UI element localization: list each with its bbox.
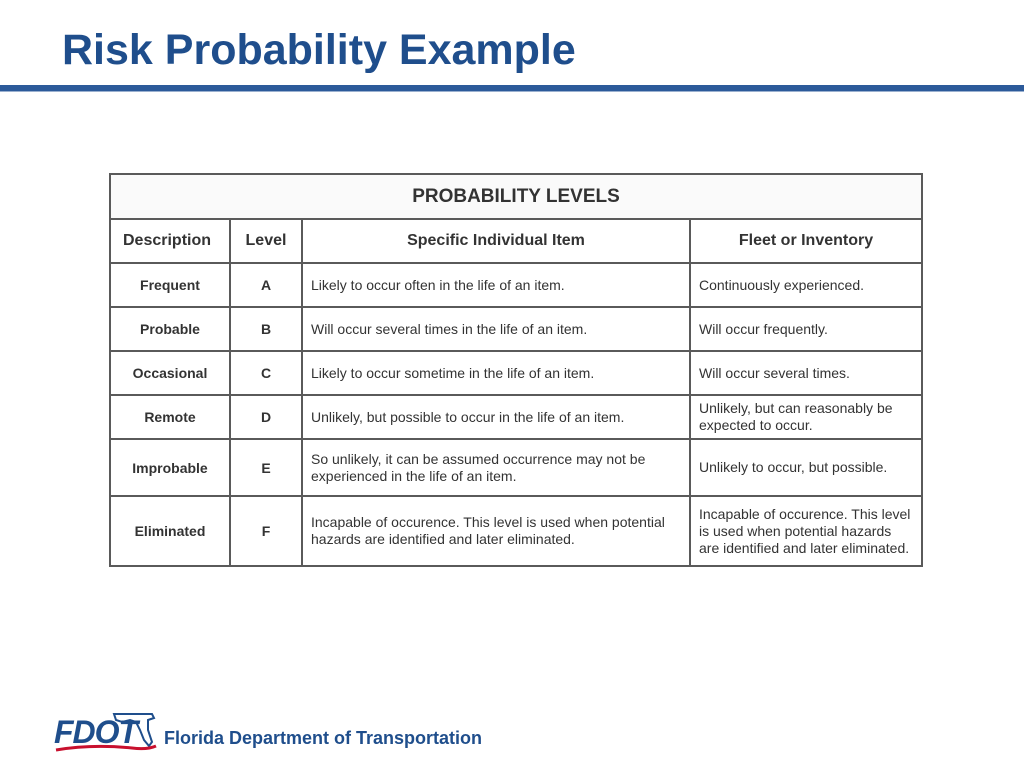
cell-description: Remote xyxy=(110,395,230,439)
cell-description: Occasional xyxy=(110,351,230,395)
cell-specific-item: So unlikely, it can be assumed occurrence may not be experienced in the life of an item. xyxy=(302,439,690,496)
header-specific-item: Specific Individual Item xyxy=(302,219,690,263)
cell-specific-item: Incapable of occurence. This level is used when potential hazards are identified and later eliminated. xyxy=(302,496,690,566)
table-row xyxy=(110,263,922,307)
cell-level: E xyxy=(230,439,302,496)
table-header-row xyxy=(110,219,922,263)
cell-specific-item: Likely to occur often in the life of an item. xyxy=(302,263,690,307)
title-divider xyxy=(0,85,1024,92)
header-level: Level xyxy=(230,219,302,263)
cell-level: D xyxy=(230,395,302,439)
cell-fleet-inventory: Will occur frequently. xyxy=(690,307,922,351)
cell-specific-item: Unlikely, but possible to occur in the life of an item. xyxy=(302,395,690,439)
cell-specific-item: Likely to occur sometime in the life of an item. xyxy=(302,351,690,395)
organization-name: Florida Department of Transportation xyxy=(164,728,483,748)
cell-fleet-inventory: Will occur several times. xyxy=(690,351,922,395)
cell-fleet-inventory: Continuously experienced. xyxy=(690,263,922,307)
table-caption: PROBABILITY LEVELS xyxy=(110,174,922,219)
fdot-logo xyxy=(52,708,162,758)
cell-fleet-inventory: Unlikely, but can reasonably be expected to occur. xyxy=(690,395,922,439)
cell-specific-item: Will occur several times in the life of an item. xyxy=(302,307,690,351)
table-row xyxy=(110,439,922,496)
slide-title: Risk Probability Example xyxy=(62,26,576,74)
cell-level: F xyxy=(230,496,302,566)
table-row xyxy=(110,395,922,439)
cell-description: Eliminated xyxy=(110,496,230,566)
table-row xyxy=(110,496,922,566)
cell-fleet-inventory: Unlikely to occur, but possible. xyxy=(690,439,922,496)
header-fleet-inventory: Fleet or Inventory xyxy=(690,219,922,263)
cell-level: C xyxy=(230,351,302,395)
cell-level: B xyxy=(230,307,302,351)
header-description: Description xyxy=(110,219,230,263)
table-row xyxy=(110,351,922,395)
probability-levels-table xyxy=(109,173,923,567)
cell-description: Probable xyxy=(110,307,230,351)
cell-description: Frequent xyxy=(110,263,230,307)
logo-text: FDOT xyxy=(54,714,138,750)
footer xyxy=(52,708,532,758)
cell-description: Improbable xyxy=(110,439,230,496)
cell-fleet-inventory: Incapable of occurence. This level is used when potential hazards are identified and later eliminated. xyxy=(690,496,922,566)
table-row xyxy=(110,307,922,351)
cell-level: A xyxy=(230,263,302,307)
